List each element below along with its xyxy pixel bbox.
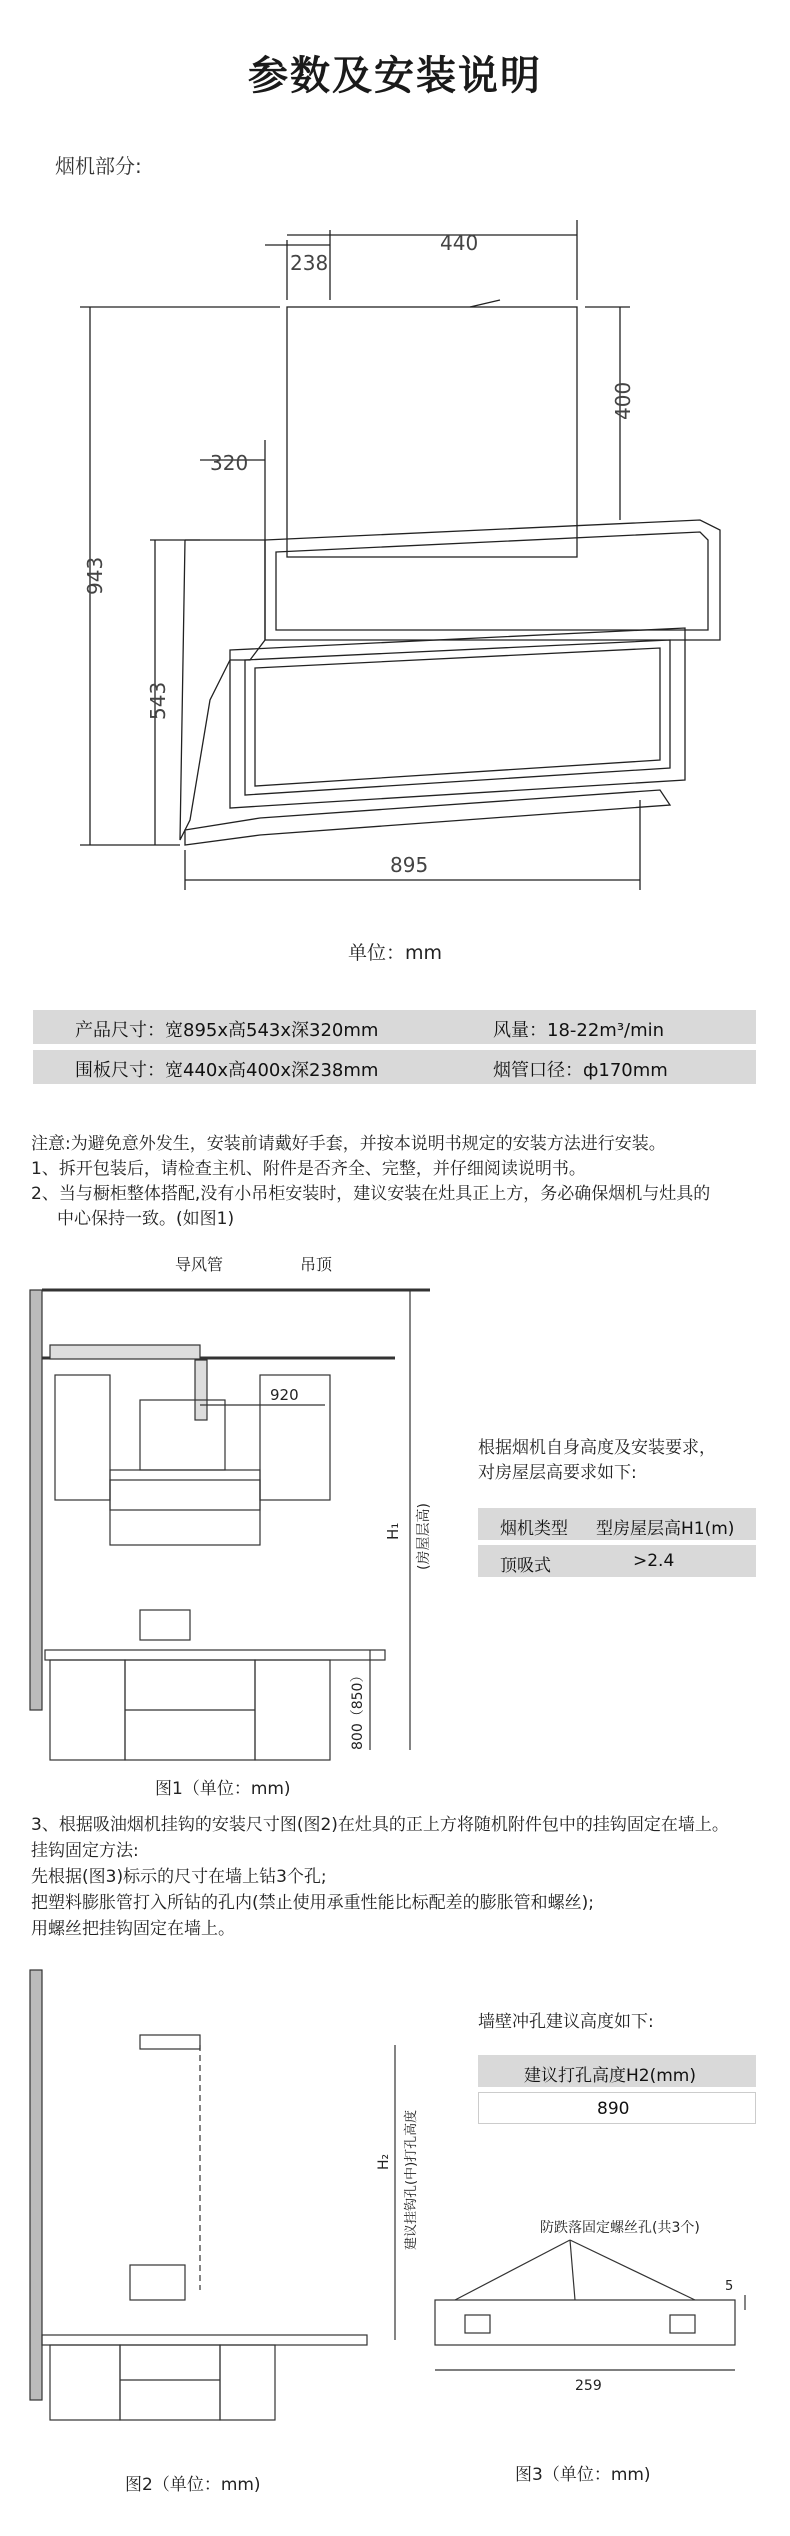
height-table-header	[478, 1508, 756, 1540]
fig2-h2: H₂	[376, 2153, 392, 2170]
fig1-h1: H₁	[384, 1522, 402, 1540]
h2-table-value: 890	[597, 2099, 630, 2119]
pot	[140, 1610, 190, 1640]
hood-dimension-drawing	[0, 0, 790, 930]
hook-plate	[435, 2300, 735, 2345]
fig3-dim-5: 5	[725, 2279, 734, 2294]
fig1-h1-sub: (房屋层高)	[416, 1503, 432, 1570]
page-title: 参数及安装说明	[248, 53, 542, 99]
fig1-duct-label: 导风管	[175, 1255, 224, 1274]
step3-line-4: 把塑料膨胀管打入所钻的孔内(禁止使用承重性能比标配差的膨胀管和螺丝);	[31, 1893, 594, 1913]
dim-320: 320	[210, 451, 249, 475]
upper-cabinet-left	[55, 1375, 110, 1500]
note-2: 2、当与橱柜整体搭配,没有小吊柜安装时，建议安装在灶具正上方，务必确保烟机与灶具的	[31, 1184, 711, 1204]
step3-line-1: 3、根据吸油烟机挂钩的安装尺寸图(图2)在灶具的正上方将随机附件包中的挂钩固定在墙上。	[31, 1815, 729, 1835]
wall	[30, 1290, 42, 1710]
fig3-hook-drawing	[420, 2220, 760, 2450]
requirement-text-1: 根据烟机自身高度及安装要求，	[478, 1438, 716, 1458]
fig1-dim-920: 920	[270, 1386, 299, 1404]
h2-table-header-text: 建议打孔高度H2(mm)	[524, 2066, 696, 2086]
spec-panel-size: 围板尺寸：宽440x高400x深238mm	[75, 1060, 379, 1081]
h2-table-value-row	[478, 2092, 756, 2124]
note-1: 1、拆开包装后，请检查主机、附件是否齐全、完整，并仔细阅读说明书。	[31, 1159, 586, 1179]
height-table-type: 顶吸式	[500, 1556, 551, 1576]
height-table-value: >2.4	[633, 1551, 675, 1571]
step3-line-2: 挂钩固定方法:	[31, 1841, 139, 1861]
dim-400: 400	[611, 381, 635, 420]
spec-row-2	[33, 1050, 756, 1084]
fig1-caption: 图1（单位：mm)	[155, 1779, 291, 1799]
hood-shape	[110, 1470, 260, 1545]
spec-airflow: 风量：18-22m³/min	[493, 1020, 665, 1041]
dim-943: 943	[83, 556, 107, 595]
note-2-cont: 中心保持一致。(如图1)	[57, 1209, 235, 1229]
fig3-dim-259: 259	[575, 2378, 602, 2394]
hood-top-box	[265, 520, 720, 640]
dim-543: 543	[146, 681, 170, 720]
pot-fig2	[130, 2265, 185, 2300]
fig2-h2-sub: 建议挂钩孔(中)打孔高度	[404, 2109, 419, 2250]
section-label-hood: 烟机部分:	[55, 154, 142, 178]
fig1-dim-800: 800（850）	[350, 1668, 366, 1750]
dim-238: 238	[290, 251, 329, 275]
dim-895: 895	[390, 853, 429, 877]
spec-product-size: 产品尺寸：宽895x高543x深320mm	[75, 1020, 379, 1041]
note-warning: 注意:为避免意外发生，安装前请戴好手套，并按本说明书规定的安装方法进行安装。	[31, 1134, 666, 1154]
dim-440: 440	[440, 231, 479, 255]
fig3-screw-label: 防跌落固定螺丝孔(共3个)	[540, 2220, 700, 2236]
height-table-col1: 烟机类型	[500, 1519, 568, 1539]
fig3-caption: 图3（单位：mm)	[515, 2465, 651, 2485]
unit-label: 单位：mm	[347, 942, 443, 964]
wall-hole-label: 墙壁冲孔建议高度如下:	[478, 2012, 654, 2032]
step3-line-5: 用螺丝把挂钩固定在墙上。	[31, 1919, 235, 1939]
spec-duct-diameter: 烟管口径：ф170mm	[493, 1060, 668, 1081]
h2-table-header	[478, 2055, 756, 2087]
chimney-cover	[287, 307, 577, 557]
hook-bracket	[140, 2035, 200, 2049]
fig2-caption: 图2（单位：mm)	[125, 2475, 261, 2495]
height-table-col2: 型房屋层高H1(m)	[596, 1519, 735, 1539]
fig1-ceiling-label: 吊顶	[300, 1255, 333, 1274]
spec-row-1	[33, 1010, 756, 1044]
requirement-text-2: 对房屋层高要求如下:	[478, 1463, 637, 1483]
fig2-wall-drawing	[0, 1960, 440, 2440]
height-table-row	[478, 1545, 756, 1577]
duct-pipe	[50, 1345, 200, 1359]
step3-line-3: 先根据(图3)标示的尺寸在墙上钻3个孔;	[31, 1867, 327, 1887]
fig1-kitchen-drawing	[0, 1250, 470, 1770]
